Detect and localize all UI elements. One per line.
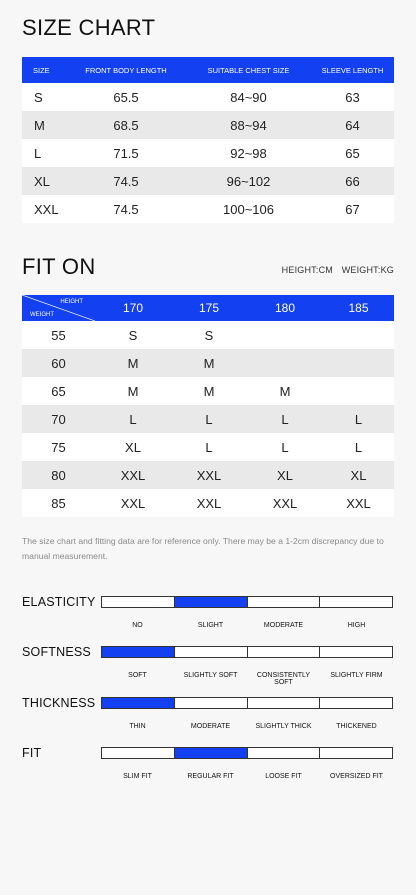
fit-size-cell: XXL xyxy=(95,461,171,489)
height-header: 170 xyxy=(95,295,171,321)
scale-bar xyxy=(101,596,393,608)
attribute-name: THICKNESS xyxy=(22,696,96,710)
table-row xyxy=(22,111,394,139)
scale-segment xyxy=(102,748,175,758)
body-length-cell: 74.5 xyxy=(66,195,186,223)
scale-bar xyxy=(101,646,393,658)
body-length-cell: 74.5 xyxy=(66,167,186,195)
scale-segment xyxy=(175,698,248,708)
fit-size-cell: L xyxy=(247,405,323,433)
scale-label: OVERSIZED FIT xyxy=(330,773,383,780)
fit-on-header-row xyxy=(22,295,394,321)
size-cell: XL xyxy=(22,167,66,195)
size-cell: M xyxy=(22,111,66,139)
height-header: 185 xyxy=(323,295,394,321)
fit-size-cell: S xyxy=(95,321,171,349)
weight-cell: 70 xyxy=(22,405,95,433)
fit-size-cell: M xyxy=(95,377,171,405)
size-chart-title: SIZE CHART xyxy=(22,15,156,40)
table-row xyxy=(22,349,394,377)
reference-note: The size chart and fitting data are for reference only. There may be a 1-2cm discrepancy due to manual measurement. xyxy=(22,536,384,561)
scale-label: REGULAR FIT xyxy=(187,773,234,780)
fit-size-cell: L xyxy=(171,433,247,461)
chest-size-cell: 88~94 xyxy=(186,111,311,139)
fit-size-cell: XL xyxy=(95,433,171,461)
size-chart-header-row xyxy=(22,57,394,83)
table-row xyxy=(22,139,394,167)
header-sleeve-length: SLEEVE LENGTH xyxy=(311,57,394,83)
corner-cell xyxy=(22,295,95,321)
table-row xyxy=(22,167,394,195)
fit-size-cell xyxy=(247,349,323,377)
scale-segment xyxy=(175,647,248,657)
scale-segment xyxy=(175,597,248,607)
scale-label: SLIM FIT xyxy=(123,773,152,780)
fit-size-cell: XXL xyxy=(95,489,171,517)
weight-cell: 85 xyxy=(22,489,95,517)
scale-segment xyxy=(102,597,175,607)
scale-label: CONSISTENTLY SOFT xyxy=(256,672,311,686)
fit-size-cell: XL xyxy=(247,461,323,489)
weight-cell: 60 xyxy=(22,349,95,377)
chest-size-cell: 84~90 xyxy=(186,83,311,111)
chest-size-cell: 100~106 xyxy=(186,195,311,223)
corner-height-label: HEIGHT xyxy=(60,299,83,305)
scale-label: SLIGHTLY SOFT xyxy=(183,672,238,679)
softness-scale xyxy=(22,645,394,695)
scale-segment xyxy=(248,748,321,758)
height-unit: HEIGHT:CM xyxy=(281,265,333,275)
size-cell: L xyxy=(22,139,66,167)
scale-segment xyxy=(320,698,392,708)
fit-size-cell: L xyxy=(323,405,394,433)
attribute-name: SOFTNESS xyxy=(22,645,91,659)
size-cell: S xyxy=(22,83,66,111)
header-size: SIZE xyxy=(22,57,66,83)
fit-size-cell: XXL xyxy=(323,489,394,517)
fit-size-cell: XL xyxy=(323,461,394,489)
fit-on-title: FIT ON xyxy=(22,254,96,279)
size-cell: XXL xyxy=(22,195,66,223)
fit-size-cell: M xyxy=(171,349,247,377)
scale-label: SLIGHT xyxy=(197,622,224,629)
scale-label: LOOSE FIT xyxy=(265,773,302,780)
fit-size-cell: L xyxy=(323,433,394,461)
fit-size-cell xyxy=(323,321,394,349)
height-header: 175 xyxy=(171,295,247,321)
scale-label: NO xyxy=(132,622,143,629)
sleeve-length-cell: 64 xyxy=(311,111,394,139)
fit-size-cell: XXL xyxy=(247,489,323,517)
scale-label: SLIGHTLY FIRM xyxy=(330,672,383,679)
scale-label: HIGH xyxy=(347,622,366,629)
fit-size-cell: S xyxy=(171,321,247,349)
scale-label: MODERATE xyxy=(263,622,304,629)
scale-label: MODERATE xyxy=(190,723,231,730)
scale-bar xyxy=(101,747,393,759)
fit-size-cell xyxy=(323,349,394,377)
fit-size-cell xyxy=(247,321,323,349)
weight-cell: 55 xyxy=(22,321,95,349)
table-row xyxy=(22,489,394,517)
table-row xyxy=(22,377,394,405)
weight-cell: 75 xyxy=(22,433,95,461)
scale-label: SLIGHTLY THICK xyxy=(255,723,312,730)
fit-size-cell: M xyxy=(95,349,171,377)
weight-cell: 65 xyxy=(22,377,95,405)
size-chart-table xyxy=(22,57,394,223)
scale-bar xyxy=(101,697,393,709)
scale-segment xyxy=(248,647,321,657)
weight-unit: WEIGHT:KG xyxy=(341,265,394,275)
scale-segment xyxy=(320,748,392,758)
elasticity-scale xyxy=(22,595,394,645)
scale-segment xyxy=(248,698,321,708)
sleeve-length-cell: 67 xyxy=(311,195,394,223)
header-suitable-chest-size: SUITABLE CHEST SIZE xyxy=(186,57,311,83)
table-row xyxy=(22,461,394,489)
corner-weight-label: WEIGHT xyxy=(30,312,54,318)
scale-label: THICKENED xyxy=(336,723,377,730)
table-row xyxy=(22,321,394,349)
chest-size-cell: 92~98 xyxy=(186,139,311,167)
thickness-scale xyxy=(22,696,394,746)
body-length-cell: 71.5 xyxy=(66,139,186,167)
fit-size-cell: L xyxy=(247,433,323,461)
body-length-cell: 65.5 xyxy=(66,83,186,111)
fit-size-cell xyxy=(323,377,394,405)
scale-segment xyxy=(320,597,392,607)
height-header: 180 xyxy=(247,295,323,321)
table-row xyxy=(22,405,394,433)
scale-segment xyxy=(102,698,175,708)
table-row xyxy=(22,433,394,461)
attribute-name: ELASTICITY xyxy=(22,595,96,609)
table-row xyxy=(22,195,394,223)
body-length-cell: 68.5 xyxy=(66,111,186,139)
scale-segment xyxy=(248,597,321,607)
attribute-name: FIT xyxy=(22,746,42,760)
fit-size-cell: L xyxy=(171,405,247,433)
sleeve-length-cell: 65 xyxy=(311,139,394,167)
units-legend xyxy=(276,265,394,275)
scale-segment xyxy=(320,647,392,657)
fit-size-cell: M xyxy=(171,377,247,405)
fit-size-cell: M xyxy=(247,377,323,405)
scale-segment xyxy=(102,647,175,657)
weight-cell: 80 xyxy=(22,461,95,489)
scale-label: SOFT xyxy=(128,672,147,679)
sleeve-length-cell: 63 xyxy=(311,83,394,111)
fit-size-cell: XXL xyxy=(171,461,247,489)
chest-size-cell: 96~102 xyxy=(186,167,311,195)
table-row xyxy=(22,83,394,111)
fit-size-cell: XXL xyxy=(171,489,247,517)
sleeve-length-cell: 66 xyxy=(311,167,394,195)
scale-label: THIN xyxy=(129,723,146,730)
scale-segment xyxy=(175,748,248,758)
header-front-body-length: FRONT BODY LENGTH xyxy=(66,57,186,83)
fit-on-table xyxy=(22,295,394,517)
fit-scale xyxy=(22,746,394,796)
fit-size-cell: L xyxy=(95,405,171,433)
